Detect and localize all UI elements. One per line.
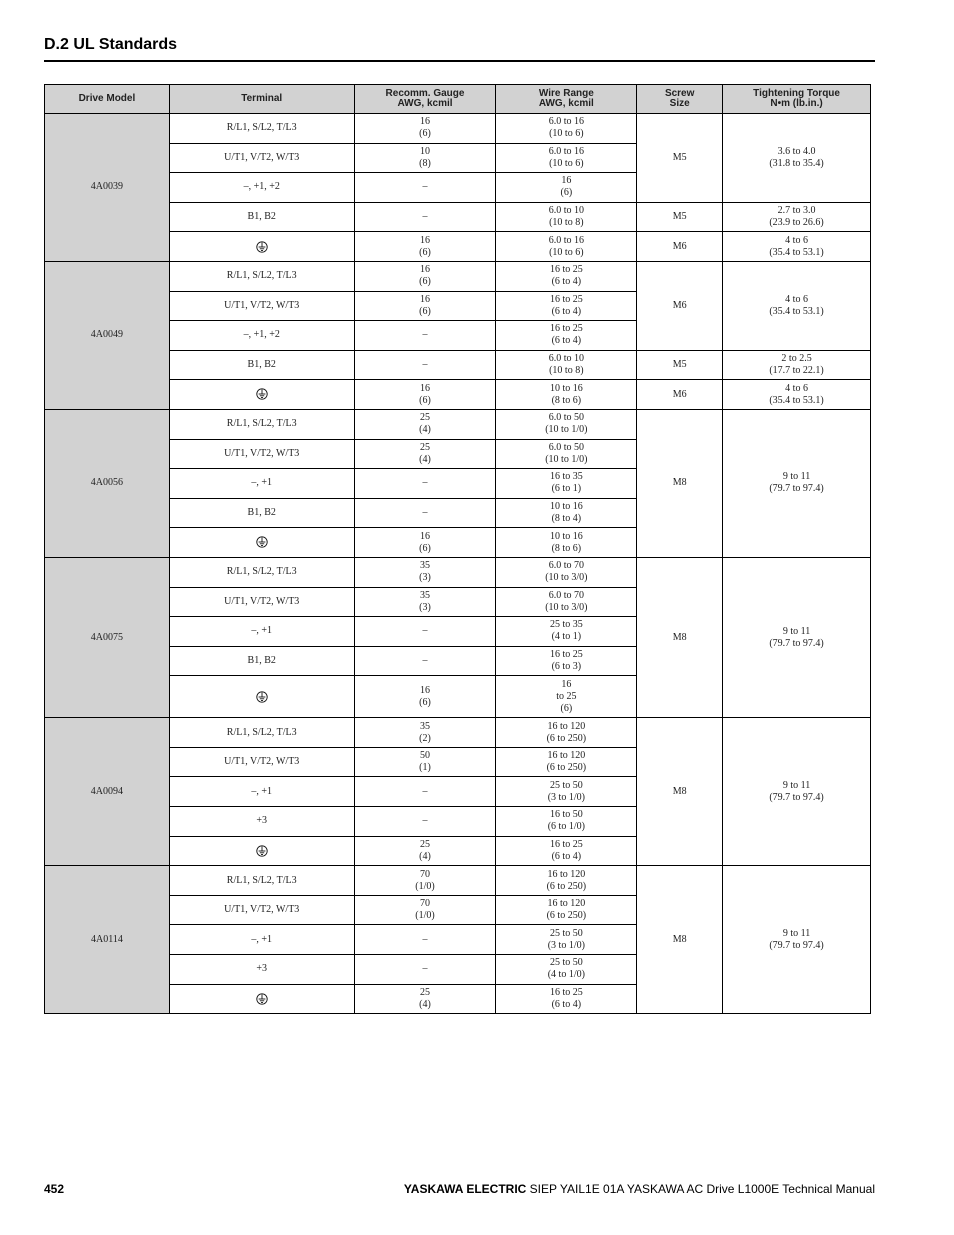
cell-line: (4) [419,453,431,465]
cell-line: – [422,785,428,797]
cell-line: Recomm. Gauge [385,88,465,99]
wire-range-cell [496,114,637,144]
terminal-cell: –, +1 [169,925,354,955]
table-row [45,232,871,262]
cell-line: (6 to 4) [551,335,582,347]
table-row [45,718,871,748]
wire-range-cell [496,895,637,925]
cell-line: (4) [419,998,431,1010]
cell-line: 35 [420,560,430,572]
recomm-gauge-cell [354,984,496,1014]
cell-line: (3 to 1/0) [547,791,585,803]
cell-line: (6 to 250) [546,910,587,922]
cell-line: (8 to 6) [551,542,582,554]
cell-line: (3 to 1/0) [547,939,585,951]
terminal-cell: R/L1, S/L2, T/L3 [169,718,354,748]
recomm-gauge-cell [354,955,496,985]
cell-line: 6.0 to 70 [548,589,584,601]
recomm-gauge-cell [354,557,496,587]
recomm-gauge-cell [354,261,496,291]
cell-line: (6) [419,305,431,317]
tightening-torque-cell [723,350,871,380]
wire-range-cell [496,143,637,173]
wire-range-cell [496,409,637,439]
wire-range-cell [496,202,637,232]
cell-line: – [422,181,428,193]
terminal-cell: B1, B2 [169,646,354,676]
cell-line: (6 to 4) [551,998,582,1010]
cell-line: 2 to 2.5 [781,353,812,365]
cell-line: 16 to 25 [549,293,583,305]
screw-size-cell: M5 [637,350,723,380]
cell-line: 9 to 11 [782,471,811,483]
tightening-torque-cell [723,232,871,262]
cell-line: 16 [420,684,430,696]
wire-range-cell [496,807,637,837]
drive-model-cell: 4A0114 [45,866,170,1014]
cell-line: 70 [420,898,430,910]
screw-size-cell: M6 [637,232,723,262]
tightening-torque-cell [723,202,871,232]
screw-size-cell: M5 [637,114,723,203]
cell-line: Drive Model [78,93,136,104]
cell-line: (10 to 1/0) [545,424,588,436]
cell-line: (6 to 250) [546,732,587,744]
recomm-gauge-cell [354,895,496,925]
cell-line: (35.4 to 53.1) [769,246,824,258]
cell-line: 25 [420,986,430,998]
recomm-gauge-cell [354,380,496,410]
cell-line: (8 to 6) [551,394,582,406]
cell-line: (8) [419,157,431,169]
tightening-torque-cell [723,380,871,410]
table-row [45,409,871,439]
terminal-cell: R/L1, S/L2, T/L3 [169,114,354,144]
cell-line: (23.9 to 26.6) [769,217,824,229]
wire-range-cell [496,984,637,1014]
cell-line: 10 [420,145,430,157]
table-row [45,557,871,587]
recomm-gauge-cell [354,202,496,232]
wire-range-cell [496,777,637,807]
cell-line: (6 to 4) [551,850,582,862]
terminal-cell: R/L1, S/L2, T/L3 [169,557,354,587]
table-row [45,350,871,380]
wire-range-cell [496,380,637,410]
wire-range-cell [496,469,637,499]
cell-line: 6.0 to 50 [548,441,584,453]
cell-line: – [422,933,428,945]
wire-range-cell [496,866,637,896]
cell-line: 16 [420,382,430,394]
cell-line: (6) [419,246,431,258]
wire-range-cell [496,321,637,351]
recomm-gauge-cell [354,114,496,144]
terminal-cell: U/T1, V/T2, W/T3 [169,895,354,925]
wire-range-cell [496,350,637,380]
cell-line: 9 to 11 [782,927,811,939]
cell-line: (4) [419,424,431,436]
wire-range-cell [496,955,637,985]
cell-line: – [422,329,428,341]
cell-line: 4 to 6 [785,234,808,246]
cell-line: (10 to 6) [549,128,584,140]
ground-symbol-icon [256,691,268,703]
screw-size-cell: M8 [637,557,723,717]
terminal-cell-ground [169,676,354,718]
screw-size-cell: M6 [637,380,723,410]
cell-line: 16 to 25 [549,986,583,998]
recomm-gauge-cell [354,291,496,321]
terminal-cell-ground [169,380,354,410]
terminal-cell: R/L1, S/L2, T/L3 [169,866,354,896]
cell-line: (4) [419,850,431,862]
cell-line: (3) [419,601,431,613]
terminal-cell: U/T1, V/T2, W/T3 [169,439,354,469]
cell-line: 16 [420,116,430,128]
terminal-cell: U/T1, V/T2, W/T3 [169,143,354,173]
recomm-gauge-cell [354,866,496,896]
cell-line: 6.0 to 10 [548,353,584,365]
wire-range-cell [496,173,637,203]
cell-line: 25 to 50 [549,927,583,939]
cell-line: (6 to 1) [551,483,582,495]
table-row [45,114,871,144]
terminal-cell: +3 [169,807,354,837]
table-row [45,866,871,896]
wire-range-cell [496,925,637,955]
drive-model-cell: 4A0075 [45,557,170,717]
cell-line: 16 [420,264,430,276]
section-title: D.2 UL Standards [44,36,178,53]
cell-line: (79.7 to 97.4) [769,939,824,951]
cell-line: 10 to 16 [549,530,583,542]
cell-line: (79.7 to 97.4) [769,791,824,803]
cell-line: 4 to 6 [785,293,808,305]
wire-range-cell [496,718,637,748]
cell-line: 50 [420,750,430,762]
wire-range-cell [496,646,637,676]
recomm-gauge-cell [354,173,496,203]
wire-range-cell [496,261,637,291]
recomm-gauge-cell [354,777,496,807]
tightening-torque-cell [723,261,871,350]
screw-size-cell: M8 [637,718,723,866]
terminal-cell: R/L1, S/L2, T/L3 [169,409,354,439]
wire-range-cell [496,747,637,777]
terminal-cell: B1, B2 [169,350,354,380]
cell-line: 16 [420,293,430,305]
cell-line: (79.7 to 97.4) [769,483,824,495]
footer-text [404,1182,875,1196]
wire-range-cell [496,587,637,617]
wire-range-cell [496,291,637,321]
drive-model-cell: 4A0049 [45,261,170,409]
cell-line: (6 to 250) [546,880,587,892]
cell-line: 25 to 50 [549,779,583,791]
cell-line: (6 to 4) [551,305,582,317]
cell-line: (10 to 6) [549,157,584,169]
wire-range-cell [496,232,637,262]
screw-size-cell: M5 [637,202,723,232]
table-row [45,380,871,410]
ground-symbol-icon [256,993,268,1005]
cell-line: (1/0) [415,910,435,922]
cell-line: – [422,654,428,666]
terminal-cell-ground [169,232,354,262]
terminal-cell: –, +1, +2 [169,321,354,351]
terminal-cell: U/T1, V/T2, W/T3 [169,747,354,777]
cell-line: 16 to 120 [547,868,586,880]
cell-line: 16 [561,678,572,690]
cell-line: 35 [420,589,430,601]
header-recomm-gauge [354,85,496,114]
wire-range-cell [496,557,637,587]
cell-line: (6 to 1/0) [547,821,585,833]
cell-line: (31.8 to 35.4) [769,157,824,169]
recomm-gauge-cell [354,617,496,647]
recomm-gauge-cell [354,409,496,439]
title-rule [44,60,875,62]
ground-symbol-icon [256,536,268,548]
cell-line: – [422,211,428,223]
cell-line: (1/0) [415,880,435,892]
cell-line: 9 to 11 [782,779,811,791]
terminal-cell: –, +1 [169,617,354,647]
cell-line: – [422,359,428,371]
cell-line: 6.0 to 16 [548,116,584,128]
tightening-torque-cell [723,409,871,557]
header-wire-range [496,85,637,114]
cell-line: 16 to 35 [549,471,583,483]
cell-line: 16 to 25 [549,323,583,335]
cell-line: (6) [419,696,431,708]
screw-size-cell: M6 [637,261,723,350]
ground-symbol-icon [256,388,268,400]
cell-line: – [422,507,428,519]
cell-line: – [422,963,428,975]
cell-line: to 25 [556,690,577,702]
wire-range-cell [496,836,637,866]
terminal-cell: R/L1, S/L2, T/L3 [169,261,354,291]
cell-line: (10 to 1/0) [545,453,588,465]
cell-line: (35.4 to 53.1) [769,305,824,317]
recomm-gauge-cell [354,587,496,617]
wire-range-cell [496,528,637,558]
header-terminal [169,85,354,114]
recomm-gauge-cell [354,143,496,173]
cell-line: (10 to 3/0) [545,572,588,584]
cell-line: – [422,477,428,489]
terminal-cell: B1, B2 [169,202,354,232]
ground-symbol-icon [256,241,268,253]
cell-line: 4 to 6 [785,382,808,394]
cell-line: 6.0 to 10 [548,205,584,217]
table-row [45,261,871,291]
terminal-cell: –, +1 [169,469,354,499]
cell-line: Wire Range [538,88,594,99]
footer-brand: YASKAWA ELECTRIC [403,1182,527,1196]
terminal-cell: U/T1, V/T2, W/T3 [169,291,354,321]
cell-line: (10 to 8) [549,217,584,229]
cell-line: Size [669,98,690,109]
cell-line: (6) [560,702,573,714]
cell-line: (3) [419,572,431,584]
recomm-gauge-cell [354,925,496,955]
cell-line: Screw [664,88,695,99]
cell-line: 70 [420,868,430,880]
header-row [45,85,871,114]
screw-size-cell: M8 [637,866,723,1014]
cell-line: 6.0 to 50 [548,412,584,424]
header-drive-model [45,85,170,114]
cell-line: 10 to 16 [549,382,583,394]
wire-range-cell [496,617,637,647]
cell-line: (17.7 to 22.1) [769,365,824,377]
cell-line: 6.0 to 70 [548,560,584,572]
recomm-gauge-cell [354,232,496,262]
terminal-cell: +3 [169,955,354,985]
header-tightening-torque [723,85,871,114]
recomm-gauge-cell [354,528,496,558]
terminal-cell: U/T1, V/T2, W/T3 [169,587,354,617]
cell-line: 2.7 to 3.0 [777,205,816,217]
table-header [45,85,871,114]
cell-line: AWG, kcmil [538,98,594,109]
cell-line: 16 [420,530,430,542]
drive-model-cell: 4A0056 [45,409,170,557]
cell-line: – [422,625,428,637]
cell-line: (10 to 8) [549,365,584,377]
footer-manual-title: SIEP YAIL1E 01A YASKAWA AC Drive L1000E Technical Manual [526,1182,875,1196]
tightening-torque-cell [723,866,871,1014]
cell-line: (79.7 to 97.4) [769,637,824,649]
drive-model-cell: 4A0039 [45,114,170,262]
table-row [45,202,871,232]
cell-line: 25 to 35 [549,619,583,631]
cell-line: (6 to 4) [551,276,582,288]
cell-line: (10 to 3/0) [545,601,588,613]
drive-model-cell: 4A0094 [45,718,170,866]
cell-line: (10 to 6) [549,246,584,258]
wire-range-cell [496,439,637,469]
cell-line: 16 to 25 [549,648,583,660]
terminal-cell: –, +1 [169,777,354,807]
cell-line: 16 to 25 [549,838,583,850]
cell-line: 16 [420,234,430,246]
cell-line: 35 [420,720,430,732]
cell-line: (6) [419,394,431,406]
recomm-gauge-cell [354,836,496,866]
recomm-gauge-cell [354,439,496,469]
cell-line: Tightening Torque [753,88,840,99]
cell-line: 16 to 50 [549,809,583,821]
tightening-torque-cell [723,114,871,203]
ground-symbol-icon [256,845,268,857]
cell-line: (35.4 to 53.1) [769,394,824,406]
cell-line: N•m (lb.in.) [770,98,823,109]
cell-line: (1) [419,762,431,774]
cell-line: 6.0 to 16 [548,145,584,157]
wire-gauge-table [44,84,871,1014]
cell-line: (4 to 1) [551,631,582,643]
wire-range-cell [496,676,637,718]
terminal-cell-ground [169,528,354,558]
cell-line: – [422,815,428,827]
cell-line: (6) [560,187,573,199]
terminal-cell-ground [169,836,354,866]
cell-line: (6) [419,542,431,554]
cell-line: Terminal [241,93,283,104]
cell-line: (6 to 3) [551,660,582,672]
cell-line: 25 to 50 [549,957,583,969]
recomm-gauge-cell [354,469,496,499]
cell-line: (6) [419,128,431,140]
cell-line: 6.0 to 16 [548,234,584,246]
cell-line: (4 to 1/0) [547,969,585,981]
recomm-gauge-cell [354,807,496,837]
page-number: 452 [44,1182,65,1196]
cell-line: 9 to 11 [782,625,811,637]
terminal-cell: B1, B2 [169,498,354,528]
tightening-torque-cell [723,718,871,866]
cell-line: (8 to 4) [551,513,582,525]
cell-line: 16 to 120 [547,720,586,732]
cell-line: 25 [420,412,430,424]
terminal-cell: –, +1, +2 [169,173,354,203]
cell-line: 16 to 120 [547,750,586,762]
terminal-cell-ground [169,984,354,1014]
recomm-gauge-cell [354,676,496,718]
cell-line: 3.6 to 4.0 [777,145,816,157]
recomm-gauge-cell [354,646,496,676]
header-screw-size [637,85,723,114]
recomm-gauge-cell [354,747,496,777]
cell-line: 16 to 25 [549,264,583,276]
cell-line: 10 to 16 [549,501,583,513]
cell-line: (6 to 250) [546,762,587,774]
cell-line: (6) [419,276,431,288]
table-body [45,114,871,1014]
cell-line: 16 to 120 [547,898,586,910]
tightening-torque-cell [723,557,871,717]
recomm-gauge-cell [354,350,496,380]
cell-line: 25 [420,838,430,850]
recomm-gauge-cell [354,718,496,748]
screw-size-cell: M8 [637,409,723,557]
cell-line: 25 [420,441,430,453]
cell-line: (2) [419,732,431,744]
recomm-gauge-cell [354,498,496,528]
recomm-gauge-cell [354,321,496,351]
cell-line: AWG, kcmil [397,98,453,109]
cell-line: 16 [561,175,572,187]
wire-range-cell [496,498,637,528]
